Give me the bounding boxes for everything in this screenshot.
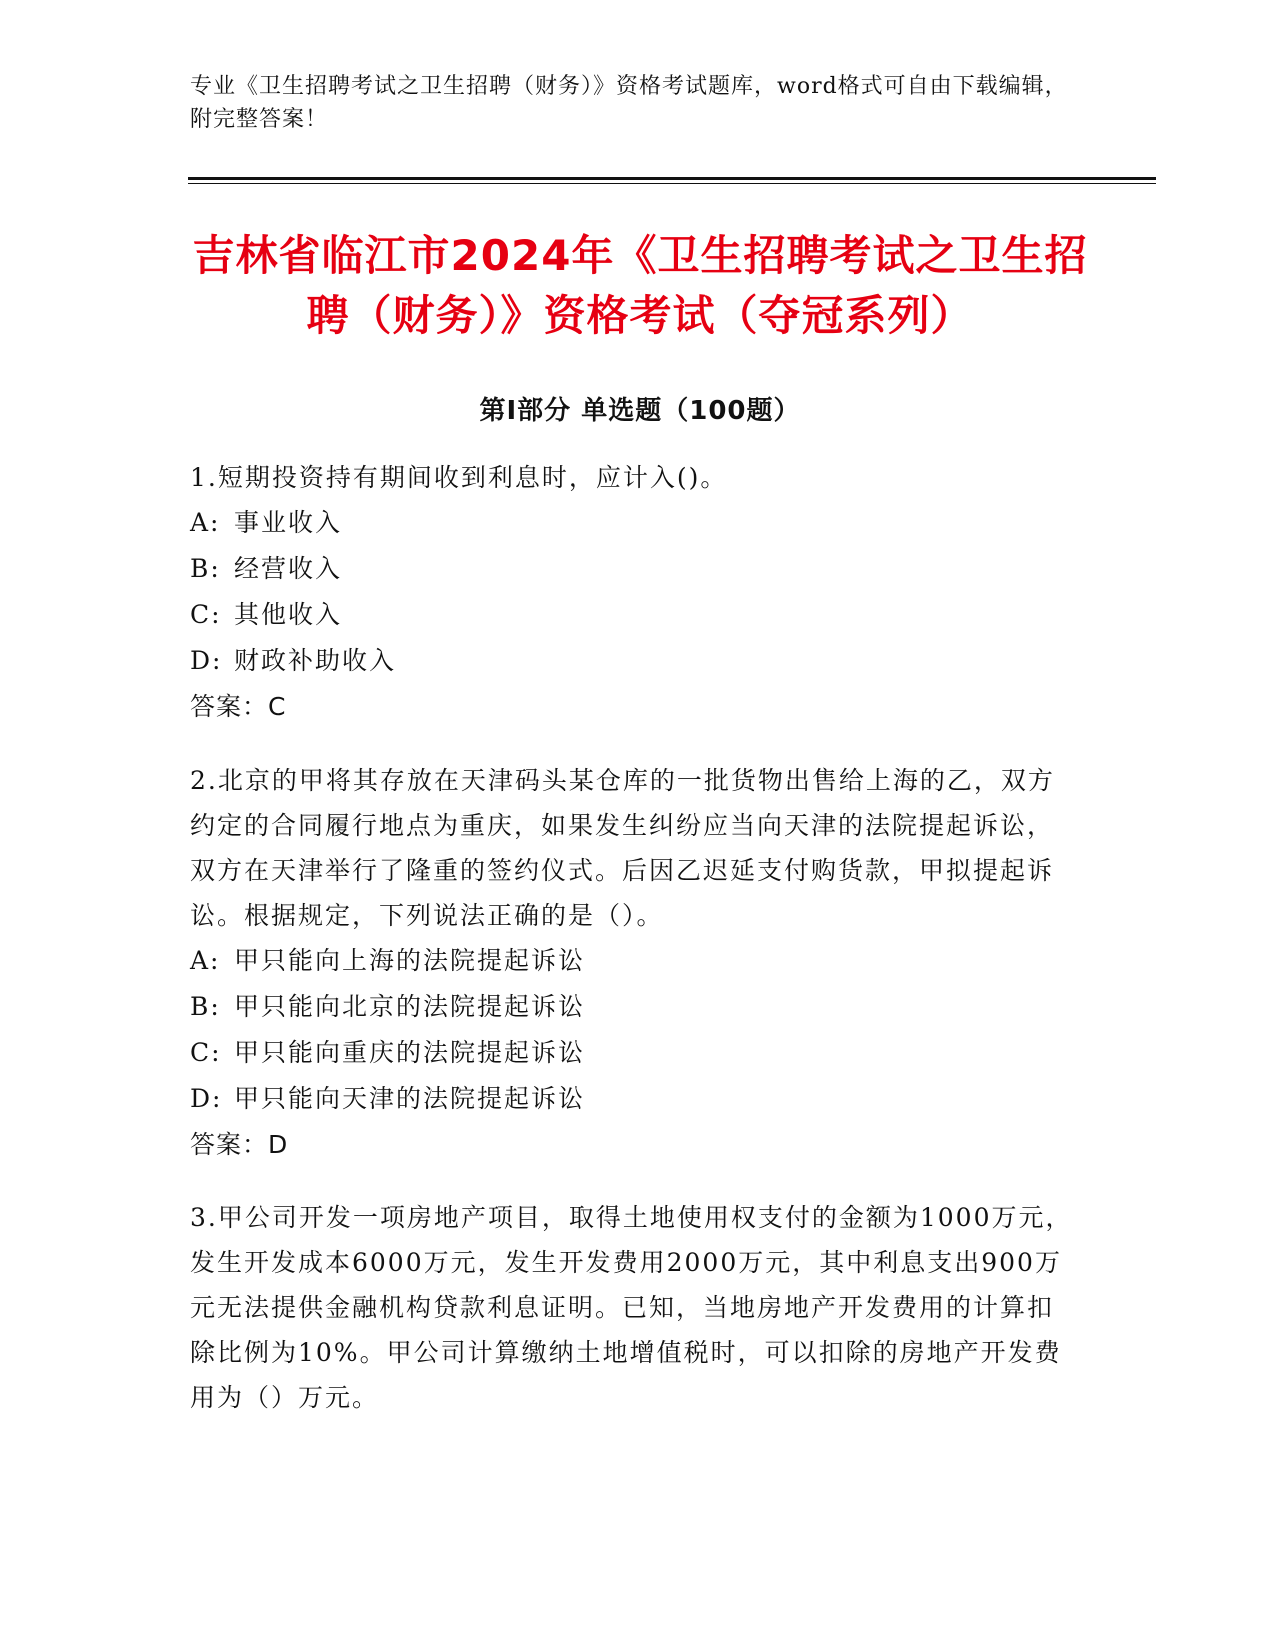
option-text: 财政补助收入 <box>234 646 397 675</box>
header-divider-thin <box>188 183 1156 184</box>
option-text: 其他收入 <box>234 600 343 629</box>
header-divider-thick <box>188 177 1156 180</box>
option-letter: D: <box>190 1084 223 1113</box>
option-text: 甲只能向天津的法院提起诉讼 <box>234 1084 586 1113</box>
question-3 <box>190 1195 1080 1420</box>
document-title: 吉林省临江市2024年《卫生招聘考试之卫生招聘（财务）》资格考试（夺冠系列） <box>192 231 1088 340</box>
option-letter: C: <box>190 1038 222 1067</box>
option-letter: D: <box>190 646 223 675</box>
option-letter: C: <box>190 600 222 629</box>
question-stem: 3.甲公司开发一项房地产项目，取得土地使用权支付的金额为1000万元，发生开发成本6000万元，发生开发费用2000万元，其中利息支出900万元无法提供金融机构贷款利息证明。已知，当地房地产开发费用的计算扣除比例为10%。甲公司计算缴纳土地增值税时，可以扣除的房地产开发费用为（）万元。 <box>190 1203 1073 1412</box>
option-text: 甲只能向上海的法院提起诉讼 <box>234 946 586 975</box>
answer-line: 答案：D <box>190 1130 289 1159</box>
option-letter: B: <box>190 992 221 1021</box>
answer-line: 答案：C <box>190 692 287 721</box>
option-b <box>190 984 1080 1030</box>
option-letter: B: <box>190 554 221 583</box>
option-c <box>190 1030 1080 1076</box>
question-stem: 1.短期投资持有期间收到利息时，应计入()。 <box>190 463 728 492</box>
section-heading: 第I部分 单选题（100题） <box>479 396 801 426</box>
option-b <box>190 546 1080 592</box>
question-stem: 2.北京的甲将其存放在天津码头某仓库的一批货物出售给上海的乙，双方约定的合同履行地点为重庆，如果发生纠纷应当向天津的法院提起诉讼，双方在天津举行了隆重的签约仪式。后因乙迟延支付购货款，甲拟提起诉讼。根据规定，下列说法正确的是（）。 <box>190 766 1055 930</box>
option-d <box>190 1076 1080 1122</box>
option-letter: A: <box>190 508 221 537</box>
question-2 <box>190 758 1080 1168</box>
option-text: 甲只能向北京的法院提起诉讼 <box>234 992 586 1021</box>
option-a <box>190 500 1080 546</box>
option-text: 经营收入 <box>234 554 343 583</box>
option-c <box>190 592 1080 638</box>
option-a <box>190 938 1080 984</box>
question-1 <box>190 455 1080 730</box>
option-text: 事业收入 <box>234 508 343 537</box>
option-d <box>190 638 1080 684</box>
header-note: 专业《卫生招聘考试之卫生招聘（财务）》资格考试题库，word格式可自由下载编辑，附完整答案！ <box>190 74 1068 132</box>
option-text: 甲只能向重庆的法院提起诉讼 <box>234 1038 586 1067</box>
option-letter: A: <box>190 946 221 975</box>
